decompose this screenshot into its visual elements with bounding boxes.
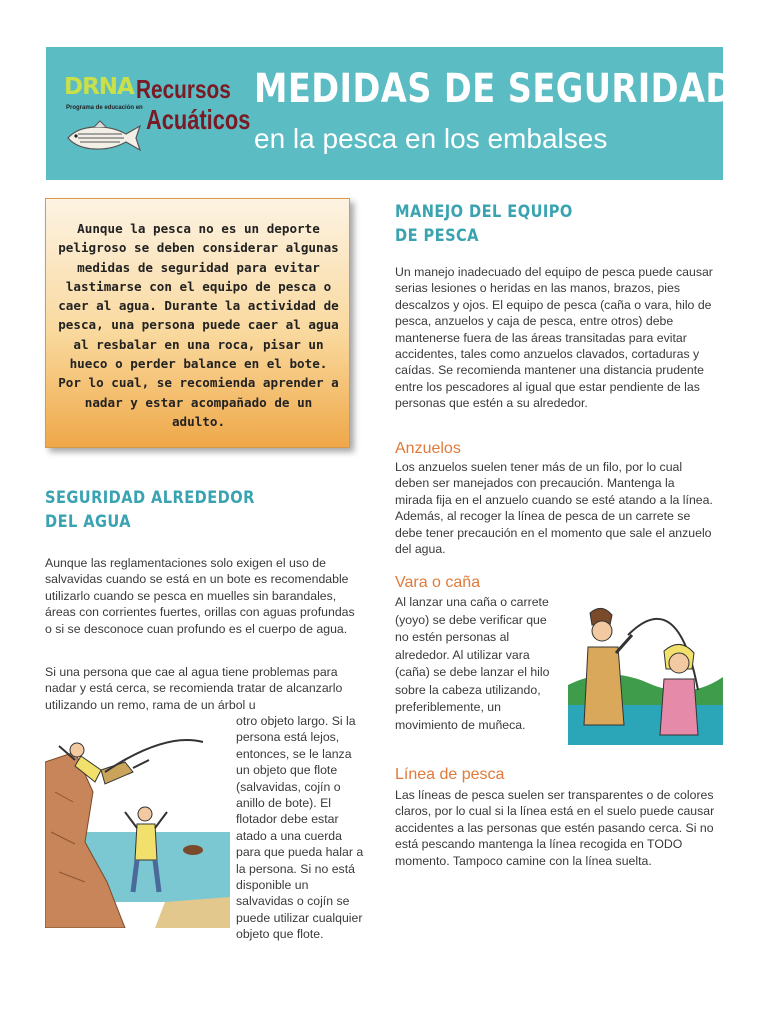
section-heading-seguridad [45,486,255,534]
logo-drna-text: DRNA [64,74,134,100]
seguridad-paragraph-2: Si una persona que cae al agua tiene problemas para nadar y está cerca, se recomienda tratar de alcanzarlo utilizando un remo, rama de un árbol u [45,665,343,712]
vara-title: Vara o caña [395,574,481,591]
drna-logo [64,74,251,164]
rescue-illustration [45,732,230,928]
heading-line: DEL AGUA [45,512,132,532]
heading-line: DE PESCA [395,226,479,246]
anzuelos-text: Los anzuelos suelen tener más de un filo, por lo cual deben ser manejados con precaución. Mantenga la mirada fija en el anzuelo cuando se esté atando a la línea. Además, al recoger la línea de pesca de un carrete se debe tener precaución en el momento que sale el anzuelo del agua. [395,460,713,557]
heading-line: MANEJO DEL EQUIPO [395,202,573,222]
vara-text: Al lanzar una caña o carrete (yoyo) se debe verificar que no estén personas al alrededor. Al utilizar vara (caña) se debe lanzar el hilo sobre la cabeza utilizando, preferiblemente, un movimiento de muñeca. [395,595,550,732]
linea-text: Las líneas de pesca suelen ser transparentes o de colores claros, por lo cual si la línea está en el suelo puede causar accidentes a las personas que estén pasando cerca. Si no está pescando mantenga la línea recogida en TODO momento. Tampoco camine con la línea suelta. [395,788,715,868]
logo-program-text: Programa de educación en [66,105,143,111]
page-subtitle: en la pesca en los embalses [254,123,608,154]
linea-title: Línea de pesca [395,766,505,783]
anzuelos-title: Anzuelos [395,440,461,457]
heading-line: SEGURIDAD ALREDEDOR [45,488,255,508]
seguridad-paragraph-2-continued: otro objeto largo. Si la persona está lejos, entonces, se le lanza un objeto que flote (salvavidas, cojín o anillo de bote). El flotador debe estar atado a una cuerda para que pueda halar a la persona. Si no está disponible un salvavidas o cojín se puede utilizar cualquier objeto que flote. [236,714,364,942]
manejo-paragraph: Un manejo inadecuado del equipo de pesca puede causar serias lesiones o heridas en las manos, brazos, pies descalzos y ojos. El equipo de pesca (caña o vara, hilo de pesca, anzuelos y caja de pesca, entre otros) debe mantenerse fuera de las áreas transitadas para evitar accidentes, tales como anzuelos clavados, cortaduras y caídas. Se recomienda mantener una distancia prudente entre los pescadores al igual que estar pendiente de las personas que estén a su alrededor. [395,265,713,411]
intro-text: Aunque la pesca no es un deporte peligroso se deben considerar algunas medidas de seguridad para evitar lastimarse con el equipo de pesca o caer al agua. Durante la actividad de pesca, una persona puede caer al agua al resbalar en una roca, pisar un hueco o perder balance en el bote. Por lo cual, se recomienda aprender a nadar y estar acompañado de un adulto. [58,221,339,429]
fishing-rod-illustration [568,595,723,745]
section-heading-manejo [395,200,573,248]
page-title: MEDIDAS DE SEGURIDAD [254,66,734,112]
logo-recursos-text: Recursos [136,74,231,104]
fish-icon [64,118,144,158]
logo-acuaticos-text: Acuáticos [146,104,251,135]
intro-box [45,198,350,448]
seguridad-paragraph-1: Aunque las reglamentaciones solo exigen el uso de salvavidas cuando se está en un bote es recomendable utilizarlo cuando se pesca en muelles sin barandales, áreas con corrientes fuertes, orillas con aguas profundas o si se desconoce cuan profundo es el cuerpo de agua. [45,556,355,636]
